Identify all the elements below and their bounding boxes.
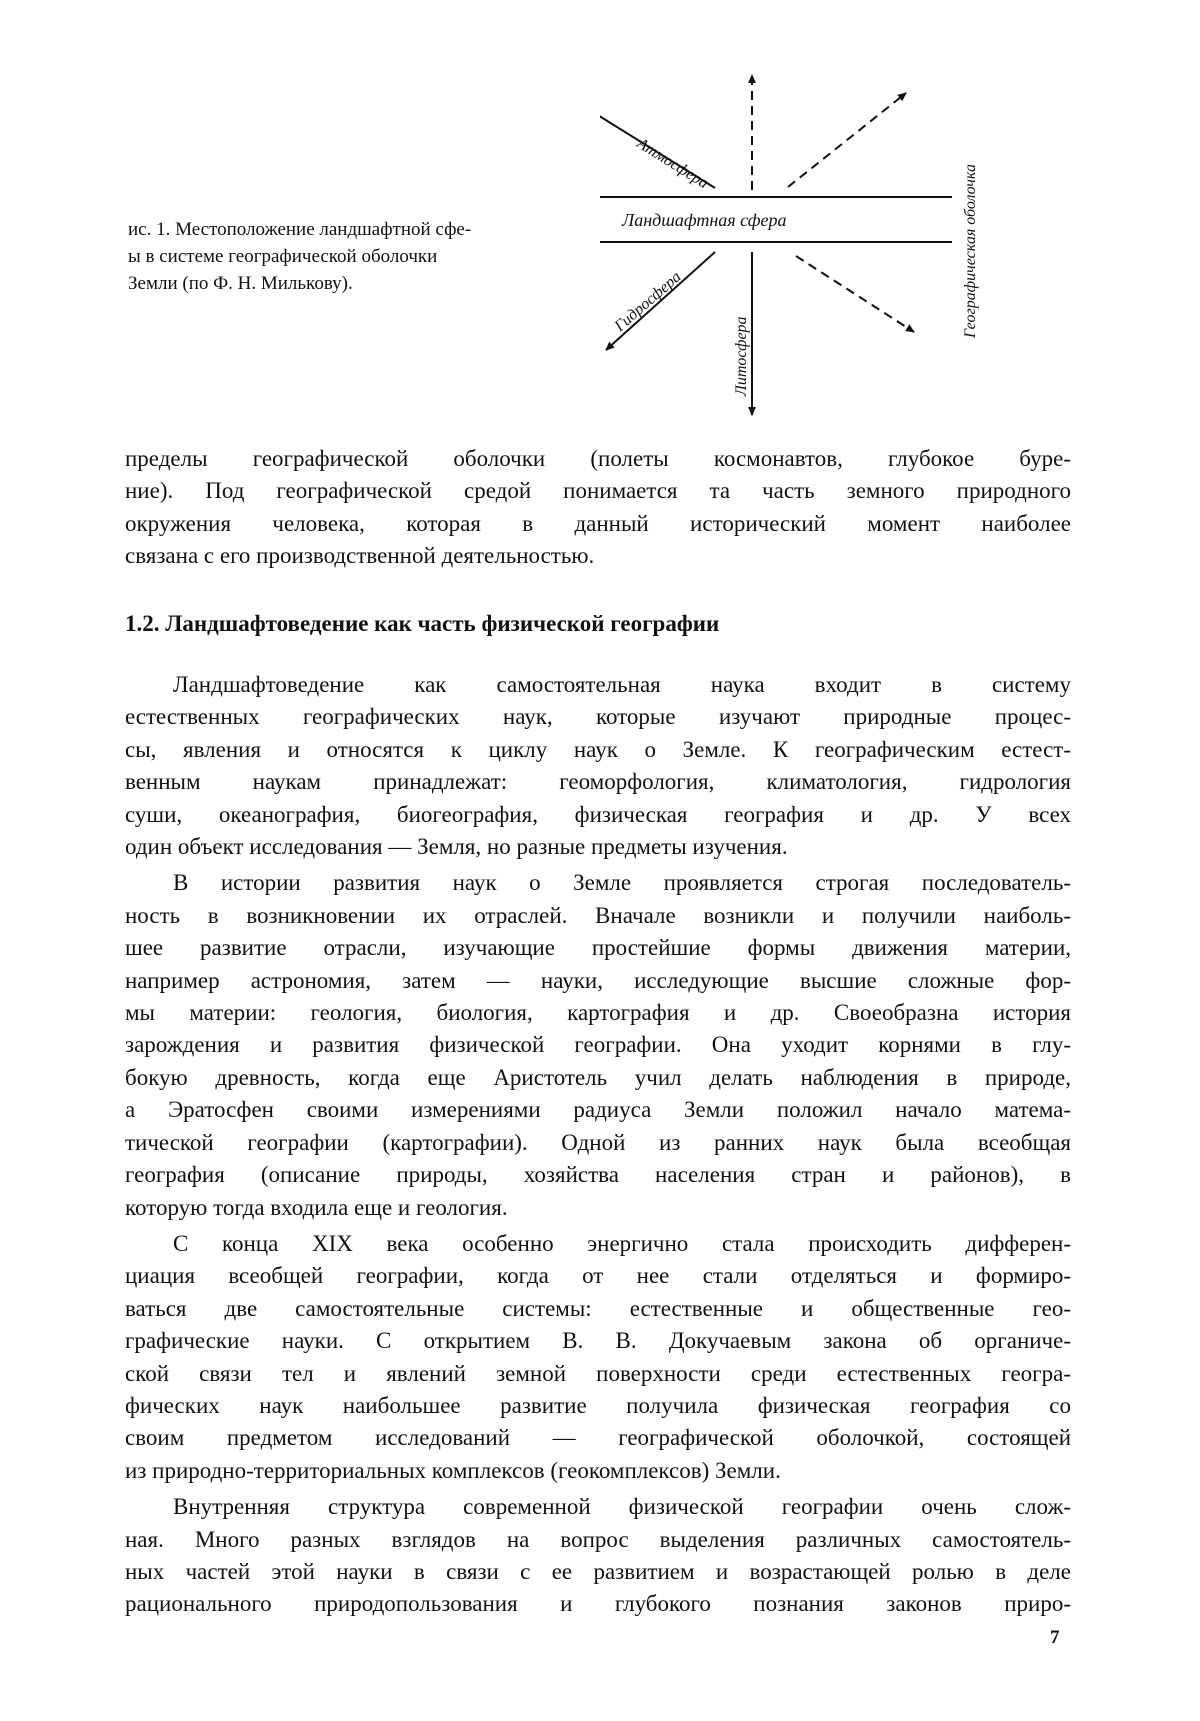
text-line: ской связи тел и явлений земной поверхности среди естественных геогра- <box>125 1360 1071 1386</box>
text-line: окружения человека, которая в данный исторический момент наиболее <box>125 510 1071 536</box>
text-line: сы, явления и относятся к циклу наук о Земле. К географическим естест- <box>125 736 1071 762</box>
text-line: например астрономия, затем — науки, исследующие высшие сложные фор- <box>125 967 1071 993</box>
text-line: графические науки. С открытием В. В. Докучаевым закона об органиче- <box>125 1328 1071 1354</box>
geographic-envelope-label: Географическая оболочка <box>962 164 979 338</box>
text-line: шее развитие отрасли, изучающие простейшие формы движения материи, <box>125 935 1071 961</box>
text-line: бокую древность, когда еще Аристотель учил делать наблюдения в природе, <box>125 1064 1071 1090</box>
paragraph <box>125 1228 1071 1487</box>
landscape-sphere-diagram <box>600 30 1120 450</box>
caption-line: Земли (по Ф. Н. Милькову). <box>128 273 353 294</box>
text-line: зарождения и развития физической географии. Она уходит корнями в глу- <box>125 1032 1071 1058</box>
text-line: мы материи: геология, биология, картография и др. Своеобразна история <box>125 1000 1071 1026</box>
text-line: суши, океанография, биогеография, физическая география и др. У всех <box>125 801 1071 827</box>
text-line: С конца XIX века особенно энергично стала происходить дифферен- <box>173 1230 1071 1256</box>
paragraph <box>125 669 1071 863</box>
paragraph <box>125 1491 1071 1621</box>
section-heading: 1.2. Ландшафтоведение как часть физической географии <box>125 611 720 636</box>
text-line: которую тогда входила еще и геология. <box>125 1194 508 1220</box>
text-line: тической географии (картографии). Одной из ранних наук была всеобщая <box>125 1129 1071 1155</box>
text-line: из природно-территориальных комплексов (геокомплексов) Земли. <box>125 1457 781 1483</box>
text-line: Ландшафтоведение как самостоятельная наука входит в систему <box>173 672 1071 697</box>
text-line: а Эратосфен своими измерениями радиуса Земли положил начало матема- <box>125 1097 1071 1123</box>
text-line: ваться две самостоятельные системы: естественные и общественные гео- <box>125 1295 1071 1321</box>
text-line: пределы географической оболочки (полеты космонавтов, глубокое буре- <box>125 446 1071 471</box>
caption-line: ы в системе географической оболочки <box>128 246 438 267</box>
text-line: география (описание природы, хозяйства населения стран и районов), в <box>125 1162 1071 1188</box>
text-line: В истории развития наук о Земле проявляется строгая последователь- <box>173 870 1071 896</box>
text-line: циация всеобщей географии, когда от нее стали отделяться и формиро- <box>125 1263 1071 1289</box>
paragraph <box>125 867 1071 1223</box>
text-line: фических наук наибольшее развитие получила физическая география со <box>125 1392 1071 1418</box>
upper-right-dashed-arrow <box>788 93 906 187</box>
text-line: естественных географических наук, которые изучают природные процес- <box>125 704 1071 730</box>
lithosphere-label: Литосфера <box>733 316 750 396</box>
text-line: ность в возникновении их отраслей. Вначале возникли и получили наиболь- <box>125 902 1071 928</box>
intro-paragraph <box>125 443 1071 573</box>
main-text <box>125 669 1071 1625</box>
atmosphere-label: Атмосфера <box>633 134 712 193</box>
hydrosphere-label: Гидросфера <box>611 268 685 336</box>
lower-right-dashed-arrow <box>796 256 914 332</box>
text-line: ная. Много разных взглядов на вопрос выделения различных самостоятель- <box>125 1526 1071 1552</box>
caption-line: ис. 1. Местоположение ландшафтной сфе- <box>128 219 472 240</box>
text-line: своим предметом исследований — географической оболочкой, состоящей <box>125 1425 1071 1451</box>
text-line: один объект исследования — Земля, но разные предметы изучения. <box>125 834 788 860</box>
text-line: рационального природопользования и глубокого познания законов приро- <box>125 1591 1071 1617</box>
page-number: 7 <box>1050 1627 1060 1648</box>
text-line: Внутренняя структура современной физической географии очень слож- <box>173 1494 1071 1520</box>
text-line: ние). Под географической средой понимается та часть земного природного <box>125 478 1071 504</box>
text-line: связана с его производственной деятельностью. <box>125 543 595 569</box>
landscape-sphere-label: Ландшафтная сфера <box>622 210 787 230</box>
text-line: венным наукам принадлежат: геоморфология, климатология, гидрология <box>125 769 1071 795</box>
figure-caption <box>128 216 598 297</box>
text-line: ных частей этой науки в связи с ее развитием и возрастающей ролью в деле <box>125 1558 1071 1584</box>
